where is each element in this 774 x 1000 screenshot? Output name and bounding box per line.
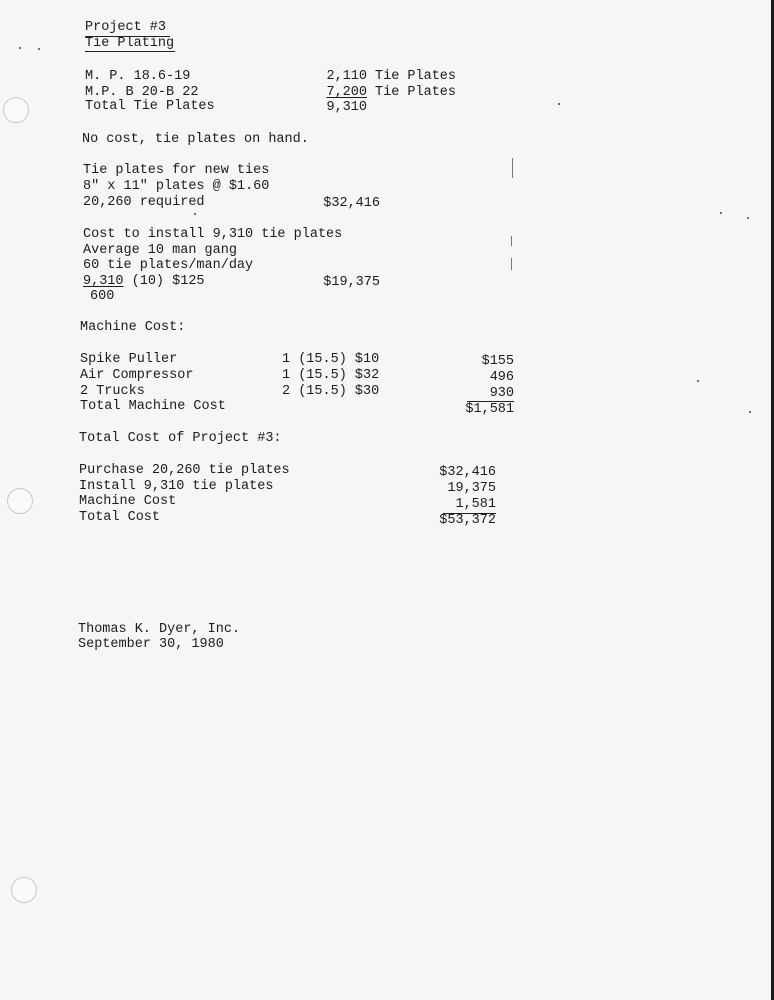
machine-row-calc: 1 (15.5) $10: [282, 352, 380, 367]
existing-row-unit: Tie Plates: [375, 85, 457, 100]
project-subject-underline: [85, 51, 175, 52]
scan-speck: [697, 380, 699, 382]
project-title: Project #3: [85, 20, 167, 35]
existing-row-qty: 2,110: [326, 69, 367, 84]
existing-total-label: Total Tie Plates: [85, 99, 215, 114]
install-formula: [83, 274, 205, 290]
existing-row-label: M.P. B 20-B 22: [85, 85, 199, 100]
install-line: 60 tie plates/man/day: [83, 258, 254, 273]
scan-speck: [194, 213, 196, 215]
new-ties-line: 20,260 required: [83, 195, 205, 210]
punch-hole-middle: [7, 488, 33, 514]
scan-speck: [558, 103, 560, 105]
machine-row-label: 2 Trucks: [80, 384, 145, 399]
scan-mark: [511, 236, 512, 246]
scan-speck: [749, 411, 751, 413]
machine-heading: Machine Cost:: [80, 320, 186, 335]
scan-speck: [38, 48, 40, 50]
machine-total-label: Total Machine Cost: [80, 399, 226, 414]
machine-row-label: Air Compressor: [80, 368, 194, 383]
footer-company: Thomas K. Dyer, Inc.: [78, 622, 241, 637]
punch-hole-top: [3, 97, 29, 123]
scan-speck: [747, 217, 749, 219]
machine-total-value: $1,581: [465, 402, 514, 417]
install-line: Average 10 man gang: [83, 243, 237, 258]
install-formula-numerator: 9,310: [83, 274, 124, 289]
summary-row-amount: 19,375: [447, 481, 496, 496]
existing-total-value: 9,310: [326, 100, 367, 115]
summary-row-label: Install 9,310 tie plates: [79, 479, 274, 494]
footer-date: September 30, 1980: [78, 637, 224, 652]
existing-row-unit: Tie Plates: [375, 69, 457, 84]
summary-total-value: $53,372: [439, 513, 496, 528]
summary-heading: Total Cost of Project #3:: [79, 431, 282, 446]
machine-row-amount: 930: [489, 386, 514, 401]
install-formula-denominator: 600: [90, 289, 115, 304]
new-ties-line: 8" x 11" plates @ $1.60: [83, 179, 270, 194]
summary-total-label: Total Cost: [79, 510, 161, 525]
machine-row-amount: 496: [489, 370, 514, 385]
new-ties-amount: $32,416: [323, 196, 380, 211]
scan-mark: [511, 258, 512, 270]
scan-speck: [19, 47, 21, 49]
install-line: Cost to install 9,310 tie plates: [83, 227, 343, 242]
machine-row-calc: 2 (15.5) $30: [282, 384, 380, 399]
existing-row-label: M. P. 18.6-19: [85, 69, 191, 84]
summary-row-amount: 1,581: [455, 497, 496, 512]
install-formula-rest: (10) $125: [123, 274, 205, 289]
project-subject: Tie Plating: [85, 36, 175, 51]
summary-row-label: Machine Cost: [79, 494, 177, 509]
punch-hole-bottom: [11, 877, 37, 903]
machine-row-amount: $155: [481, 354, 514, 369]
existing-row-qty: 7,200: [326, 85, 367, 100]
machine-row-calc: 1 (15.5) $32: [282, 368, 380, 383]
summary-row-label: Purchase 20,260 tie plates: [79, 463, 290, 478]
summary-row-amount: $32,416: [439, 465, 496, 480]
install-amount: $19,375: [323, 275, 380, 290]
existing-note: No cost, tie plates on hand.: [82, 132, 309, 147]
machine-row-label: Spike Puller: [80, 352, 178, 367]
scan-speck: [720, 212, 722, 214]
scan-mark: [512, 158, 513, 178]
new-ties-line: Tie plates for new ties: [83, 163, 270, 178]
